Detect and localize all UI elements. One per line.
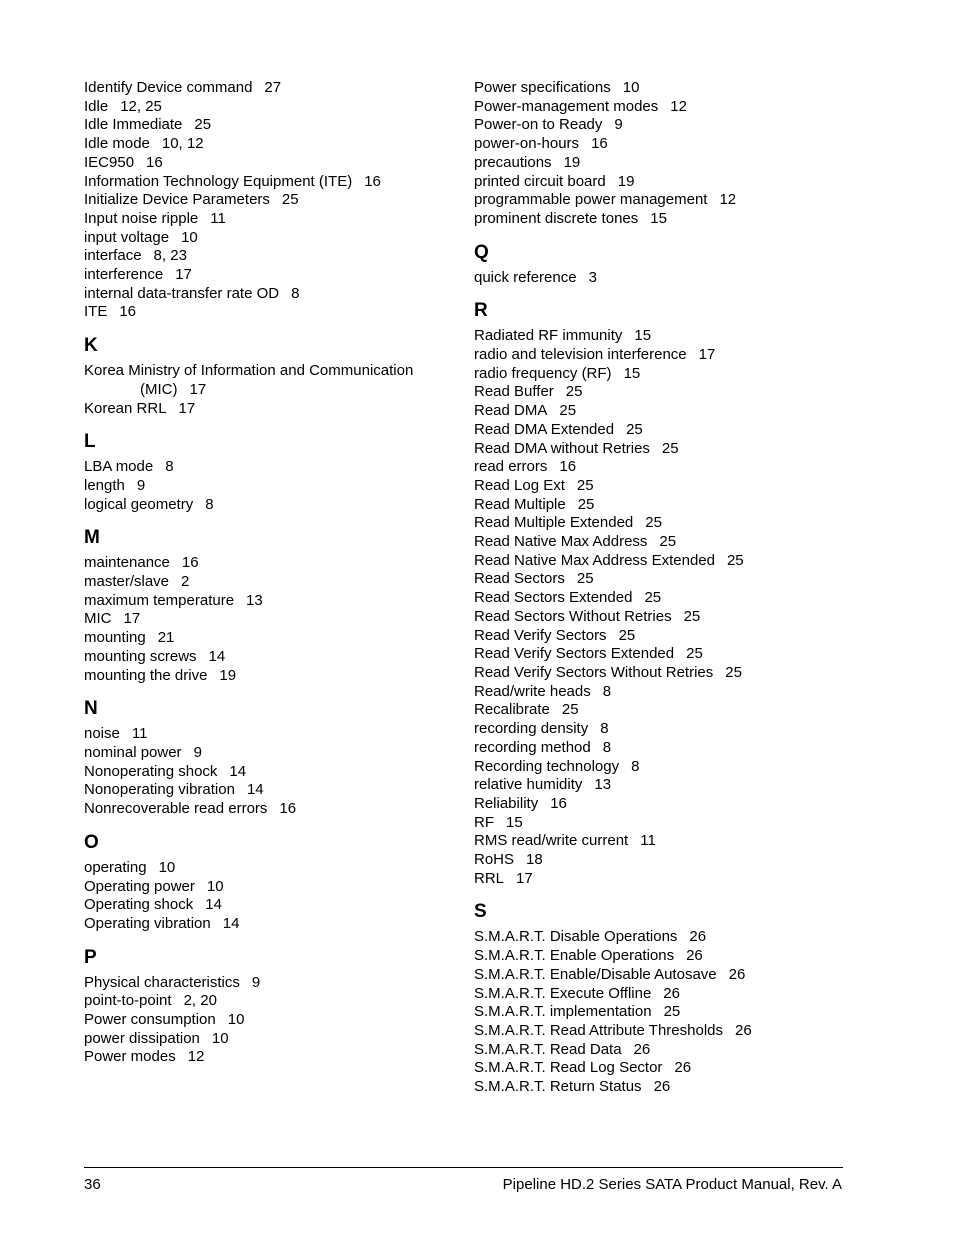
index-term: S.M.A.R.T. Execute Offline — [474, 984, 652, 1002]
index-term: nominal power — [84, 743, 182, 761]
index-entry — [84, 915, 452, 934]
index-entry — [84, 477, 452, 496]
index-term: Read Multiple — [474, 495, 566, 513]
index-term: IEC950 — [84, 153, 135, 171]
index-term: precautions — [474, 153, 552, 171]
index-entry — [84, 285, 452, 304]
index-entry — [84, 859, 452, 878]
index-pages: 13 — [246, 591, 263, 609]
index-entry — [84, 1030, 452, 1049]
index-term: S.M.A.R.T. Disable Operations — [474, 928, 678, 946]
index-pages: 25 — [565, 383, 583, 401]
index-entry — [84, 896, 452, 915]
index-entry — [84, 229, 452, 248]
index-entry — [84, 303, 452, 322]
index-pages: 25 — [576, 476, 594, 494]
index-term: RoHS — [474, 851, 515, 869]
index-term: Recalibrate — [474, 701, 550, 719]
index-entry — [84, 191, 452, 210]
index-term: printed circuit board — [474, 172, 606, 190]
index-group-s — [474, 928, 854, 1096]
index-pages: 25 — [686, 645, 703, 663]
index-entry — [474, 1041, 854, 1060]
index-term: mounting the drive — [84, 666, 208, 684]
section-letter-o: O — [84, 831, 99, 853]
index-term: recording method — [474, 738, 591, 756]
index-entry — [84, 573, 452, 592]
index-term: mounting screws — [84, 647, 197, 665]
index-term: noise — [84, 725, 120, 743]
index-group-p-continued — [474, 79, 854, 229]
index-entry — [84, 1048, 452, 1067]
index-pages: 11 — [131, 725, 148, 743]
index-term: Read DMA — [474, 402, 548, 420]
index-term: Read Sectors Extended — [474, 589, 633, 607]
index-entry — [474, 870, 854, 889]
index-term: Read Native Max Address Extended — [474, 551, 715, 569]
index-entry — [474, 514, 854, 533]
index-group-n — [84, 725, 452, 819]
index-entry — [474, 552, 854, 571]
index-term: Korea Ministry of Information and Communication — [84, 362, 414, 380]
index-term: Read Verify Sectors — [474, 626, 607, 644]
index-entry — [474, 627, 854, 646]
index-term: Read Sectors Without Retries — [474, 607, 672, 625]
index-term: Power-management modes — [474, 97, 659, 115]
index-entry — [474, 1059, 854, 1078]
index-pages: 21 — [157, 629, 175, 647]
index-pages: 14 — [246, 781, 264, 799]
index-pages: 15 — [623, 364, 641, 382]
index-entry — [474, 683, 854, 702]
index-pages: 8, 23 — [153, 247, 187, 265]
index-pages: 26 — [663, 984, 680, 1002]
index-term: Read Buffer — [474, 383, 554, 401]
index-term: Information Technology Equipment (ITE) — [84, 172, 353, 190]
index-term: Nonrecoverable read errors — [84, 800, 268, 818]
index-entry — [84, 362, 452, 399]
index-term: RMS read/write current — [474, 832, 629, 850]
index-term: S.M.A.R.T. Enable Operations — [474, 947, 675, 965]
index-entry — [474, 79, 854, 98]
index-pages: 19 — [219, 666, 237, 684]
index-term: S.M.A.R.T. Read Data — [474, 1040, 622, 1058]
index-entry — [474, 135, 854, 154]
index-term: length — [84, 476, 125, 494]
index-term: Nonoperating vibration — [84, 781, 235, 799]
index-entry — [474, 1078, 854, 1097]
index-pages: 25 — [645, 514, 662, 532]
section-letter-r: R — [474, 300, 488, 322]
index-pages: 10 — [211, 1029, 229, 1047]
index-pages: 10 — [181, 228, 198, 246]
index-pages: 8 — [602, 682, 612, 700]
index-pages: 25 — [626, 420, 643, 438]
index-term: Input noise ripple — [84, 209, 199, 227]
index-group-r — [474, 327, 854, 888]
index-term: relative humidity — [474, 776, 583, 794]
index-pages: 8 — [291, 284, 300, 302]
index-entry — [474, 832, 854, 851]
index-term: Physical characteristics — [84, 973, 240, 991]
index-pages: 11 — [210, 209, 226, 227]
index-pages: 16 — [146, 153, 163, 171]
index-entry — [474, 928, 854, 947]
index-pages: 9 — [193, 743, 202, 761]
index-term: programmable power management — [474, 191, 708, 209]
index-entry — [474, 645, 854, 664]
index-entry — [84, 725, 452, 744]
index-pages: 8 — [165, 458, 174, 476]
index-term: operating — [84, 858, 147, 876]
index-pages: 25 — [726, 551, 744, 569]
index-pages: 8 — [600, 720, 609, 738]
index-entry — [84, 992, 452, 1011]
index-entry — [84, 98, 452, 117]
index-entry — [474, 966, 854, 985]
index-pages: 14 — [208, 647, 226, 665]
index-pages: 16 — [119, 303, 137, 321]
index-pages: 17 — [123, 610, 141, 628]
index-entry — [474, 985, 854, 1004]
index-group-i — [84, 79, 452, 322]
index-entry — [474, 365, 854, 384]
index-pages: 15 — [650, 209, 667, 227]
index-pages: 10 — [158, 858, 176, 876]
index-pages: 14 — [229, 762, 247, 780]
index-pages: 2 — [181, 573, 190, 591]
index-entry — [84, 744, 452, 763]
index-entry — [84, 592, 452, 611]
index-pages: 18 — [526, 851, 543, 869]
index-entry — [474, 421, 854, 440]
index-term: Operating shock — [84, 896, 194, 914]
index-entry — [474, 173, 854, 192]
index-term: point-to-point — [84, 992, 172, 1010]
index-term: RF — [474, 813, 494, 831]
index-pages: 26 — [689, 928, 707, 946]
index-entry — [84, 763, 452, 782]
index-term: radio and television interference — [474, 346, 687, 364]
index-term: mounting — [84, 629, 146, 647]
index-pages: 10 — [622, 79, 640, 96]
index-term: Idle Immediate — [84, 116, 183, 134]
index-pages: 16 — [559, 458, 577, 476]
index-pages: 16 — [181, 554, 199, 572]
index-entry — [84, 781, 452, 800]
index-pages: 12, 25 — [120, 97, 162, 115]
index-pages: 25 — [659, 533, 677, 551]
index-entry — [474, 477, 854, 496]
index-entry — [474, 608, 854, 627]
index-entry — [84, 458, 452, 477]
index-entry — [84, 648, 452, 667]
index-pages: 25 — [559, 402, 577, 420]
index-term: quick reference — [474, 268, 577, 286]
index-term: Read/write heads — [474, 682, 591, 700]
index-entry — [84, 496, 452, 515]
index-entry — [474, 154, 854, 173]
index-pages: 25 — [661, 439, 679, 457]
index-pages: 25 — [576, 570, 594, 588]
index-entry — [474, 701, 854, 720]
index-entry — [474, 851, 854, 870]
index-entry — [474, 346, 854, 365]
index-pages: 17 — [698, 346, 716, 364]
index-pages: 13 — [594, 776, 612, 794]
index-entry — [474, 496, 854, 515]
index-entry — [474, 664, 854, 683]
index-term: Read Sectors — [474, 570, 565, 588]
index-entry — [474, 191, 854, 210]
index-term: Power specifications — [474, 79, 611, 96]
index-term: interference — [84, 266, 164, 284]
index-entry — [84, 154, 452, 173]
index-term: Initialize Device Parameters — [84, 191, 270, 209]
index-entry — [84, 400, 452, 419]
index-pages: 16 — [591, 135, 608, 153]
index-term: Korean RRL — [84, 399, 167, 417]
index-entry — [84, 667, 452, 686]
index-entry — [474, 589, 854, 608]
index-entry — [474, 327, 854, 346]
index-entry — [84, 974, 452, 993]
index-pages: 15 — [634, 327, 652, 345]
index-term: Read Native Max Address — [474, 533, 648, 551]
index-pages: 27 — [264, 79, 282, 96]
index-entry — [474, 269, 854, 288]
index-pages: 19 — [563, 153, 581, 171]
index-term: MIC — [84, 610, 112, 628]
index-pages: 9 — [136, 476, 146, 494]
index-term: Power consumption — [84, 1011, 216, 1029]
index-entry — [474, 739, 854, 758]
index-term: Read Verify Sectors Without Retries — [474, 663, 714, 681]
index-entry — [474, 533, 854, 552]
index-entry — [474, 458, 854, 477]
index-entry — [474, 440, 854, 459]
index-entry — [84, 173, 452, 192]
index-entry — [474, 758, 854, 777]
index-term: Idle mode — [84, 135, 150, 153]
index-term: power dissipation — [84, 1029, 200, 1047]
section-letter-q: Q — [474, 241, 489, 263]
index-pages: 25 — [663, 1003, 681, 1021]
index-entry — [474, 98, 854, 117]
index-term: Idle — [84, 97, 109, 115]
index-pages: 19 — [617, 172, 635, 190]
index-entry — [474, 570, 854, 589]
index-pages: 26 — [728, 965, 746, 983]
index-term-continued: (MIC) — [140, 380, 178, 398]
index-pages: 26 — [686, 947, 703, 965]
index-pages: 17 — [175, 266, 192, 284]
index-pages: 14 — [222, 914, 240, 932]
index-term: interface — [84, 247, 142, 265]
index-term: Operating vibration — [84, 914, 211, 932]
index-term: recording density — [474, 720, 589, 738]
index-term: S.M.A.R.T. Return Status — [474, 1078, 642, 1096]
index-entry — [84, 800, 452, 819]
index-term: read errors — [474, 458, 548, 476]
index-entry — [474, 402, 854, 421]
index-group-p — [84, 974, 452, 1068]
index-pages: 9 — [251, 973, 261, 991]
index-entry — [474, 776, 854, 795]
index-column-left — [84, 79, 452, 1067]
index-term: Read Verify Sectors Extended — [474, 645, 675, 663]
index-term: Radiated RF immunity — [474, 327, 623, 345]
index-term: S.M.A.R.T. Read Log Sector — [474, 1059, 663, 1077]
index-entry — [84, 116, 452, 135]
index-entry — [84, 266, 452, 285]
index-term: S.M.A.R.T. Enable/Disable Autosave — [474, 965, 717, 983]
index-term: maximum temperature — [84, 591, 235, 609]
section-letter-k: K — [84, 335, 98, 357]
index-pages: 10 — [227, 1011, 245, 1029]
index-entry — [474, 814, 854, 833]
index-term: Read DMA without Retries — [474, 439, 650, 457]
index-entry — [84, 554, 452, 573]
index-pages: 25 — [194, 116, 212, 134]
index-pages: 25 — [725, 663, 742, 681]
index-entry — [474, 795, 854, 814]
index-term: Recording technology — [474, 757, 620, 775]
index-term: logical geometry — [84, 495, 194, 513]
index-pages: 26 — [674, 1059, 692, 1077]
index-pages: 8 — [602, 738, 612, 756]
index-entry — [84, 210, 452, 229]
section-letter-s: S — [474, 901, 487, 923]
index-entry — [84, 629, 452, 648]
index-entry — [84, 79, 452, 98]
index-pages: 12 — [719, 191, 737, 209]
index-pages: 25 — [281, 191, 299, 209]
footer-divider — [84, 1167, 843, 1168]
section-letter-l: L — [84, 431, 96, 453]
index-group-k — [84, 400, 452, 419]
index-group-l — [84, 458, 452, 514]
index-term: ITE — [84, 303, 108, 321]
index-term: S.M.A.R.T. Read Attribute Thresholds — [474, 1021, 724, 1039]
index-entry — [84, 1011, 452, 1030]
index-term: input voltage — [84, 228, 170, 246]
index-term: LBA mode — [84, 458, 154, 476]
index-term: radio frequency (RF) — [474, 364, 612, 382]
index-entry — [84, 135, 452, 154]
index-term: Read DMA Extended — [474, 420, 615, 438]
index-pages: 25 — [577, 495, 595, 513]
index-term: Identify Device command — [84, 79, 253, 96]
index-pages: 17 — [189, 380, 207, 398]
index-pages: 2, 20 — [183, 992, 217, 1010]
index-term: Nonoperating shock — [84, 762, 218, 780]
index-entry — [474, 947, 854, 966]
index-pages: 9 — [614, 116, 623, 134]
index-group-o — [84, 859, 452, 934]
manual-title: Pipeline HD.2 Series SATA Product Manual, Rev. A — [502, 1176, 842, 1193]
index-pages: 8 — [631, 757, 640, 775]
index-pages: 25 — [683, 607, 701, 625]
index-term: S.M.A.R.T. implementation — [474, 1003, 652, 1021]
index-entry — [474, 1003, 854, 1022]
index-column-right — [474, 79, 854, 1097]
index-pages: 15 — [506, 813, 523, 831]
index-pages: 26 — [653, 1078, 671, 1096]
index-pages: 3 — [588, 268, 597, 286]
index-entry — [84, 247, 452, 266]
index-pages: 17 — [178, 399, 196, 417]
index-pages: 16 — [279, 800, 297, 818]
index-term: Read Multiple Extended — [474, 514, 634, 532]
index-pages: 10 — [206, 877, 224, 895]
index-pages: 16 — [364, 172, 381, 190]
index-pages: 25 — [644, 589, 662, 607]
index-pages: 10, 12 — [161, 135, 204, 153]
index-term: Read Log Ext — [474, 476, 565, 494]
index-entry — [474, 720, 854, 739]
index-group-m — [84, 554, 452, 685]
index-pages: 17 — [516, 869, 533, 887]
index-entry — [474, 210, 854, 229]
index-pages: 12 — [670, 97, 687, 115]
index-pages: 25 — [618, 626, 636, 644]
index-term: maintenance — [84, 554, 170, 572]
index-term: Operating power — [84, 877, 195, 895]
index-term: prominent discrete tones — [474, 209, 639, 227]
index-pages: 12 — [187, 1048, 205, 1066]
index-group-q — [474, 269, 854, 288]
index-pages: 25 — [561, 701, 579, 719]
index-term: Reliability — [474, 794, 539, 812]
index-term: Power-on to Ready — [474, 116, 603, 134]
index-pages: 11 — [640, 832, 656, 850]
page-number: 36 — [84, 1176, 101, 1193]
index-pages: 16 — [550, 794, 567, 812]
index-term: RRL — [474, 869, 505, 887]
index-pages: 8 — [205, 495, 214, 513]
index-entry — [474, 383, 854, 402]
index-pages: 26 — [735, 1021, 752, 1039]
index-entry — [84, 610, 452, 629]
section-letter-m: M — [84, 527, 100, 549]
index-pages: 14 — [205, 896, 222, 914]
index-term: master/slave — [84, 573, 170, 591]
index-term: power-on-hours — [474, 135, 580, 153]
index-pages: 26 — [633, 1040, 651, 1058]
index-term: internal data-transfer rate OD — [84, 284, 280, 302]
section-letter-n: N — [84, 698, 98, 720]
index-entry — [474, 1022, 854, 1041]
index-term: Power modes — [84, 1048, 176, 1066]
section-letter-p: P — [84, 946, 97, 968]
index-entry — [84, 878, 452, 897]
index-entry — [474, 116, 854, 135]
